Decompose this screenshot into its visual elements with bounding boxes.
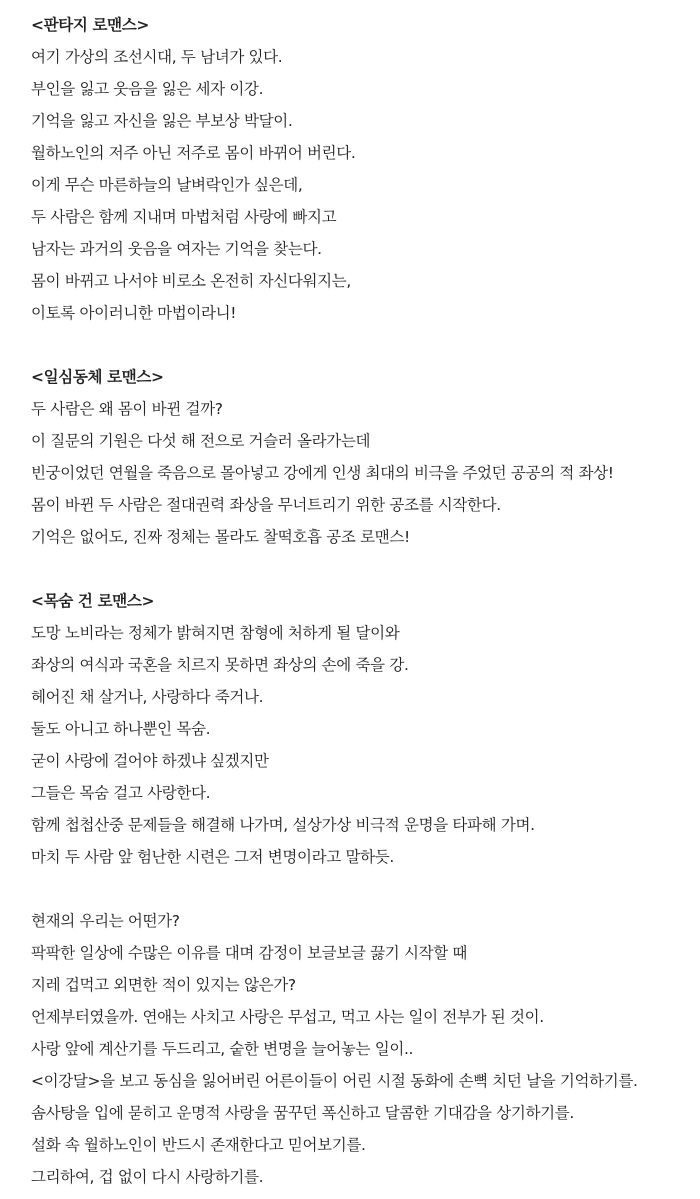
paragraph-line: 굳이 사랑에 걸어야 하겠냐 싶겠지만 (31, 752, 269, 770)
paragraph-line: 남자는 과거의 웃음을 여자는 기억을 찾는다. (31, 240, 322, 258)
paragraph-line: 여기 가상의 조선시대, 두 남녀가 있다. (31, 48, 283, 66)
paragraph-line: 그리하여, 겁 없이 다시 사랑하기를. (31, 1168, 264, 1186)
paragraph-line: 솜사탕을 입에 묻히고 운명적 사랑을 꿈꾸던 폭신하고 달콤한 기대감을 상기하기를. (31, 1104, 574, 1122)
section-heading: <일심동체 로맨스> (31, 368, 164, 386)
section-spacer (31, 329, 700, 361)
paragraph-line: 마치 두 사람 앞 험난한 시련은 그저 변명이라고 말하듯. (31, 848, 394, 866)
section-spacer (31, 873, 700, 905)
section-spacer (31, 553, 700, 585)
paragraph-line: 헤어진 채 살거나, 사랑하다 죽거나. (31, 688, 264, 706)
paragraph-line: 빈궁이었던 연월을 죽음으로 몰아넣고 강에게 인생 최대의 비극을 주었던 공공의 적 좌상! (31, 464, 614, 482)
paragraph-line: 기억은 없어도, 진짜 정체는 몰라도 찰떡호흡 공조 로맨스! (31, 528, 410, 546)
paragraph-line: 도망 노비라는 정체가 밝혀지면 참형에 처하게 될 달이와 (31, 624, 400, 642)
section-fantasy-romance (31, 9, 700, 329)
paragraph-line: <이강달>을 보고 동심을 잃어버린 어른이들이 어린 시절 동화에 손뼉 치던 날을 기억하기를. (31, 1072, 638, 1090)
paragraph-line: 지레 겁먹고 외면한 적이 있지는 않은가? (31, 976, 296, 994)
paragraph-line: 좌상의 여식과 국혼을 치르지 못하면 좌상의 손에 죽을 강. (31, 656, 409, 674)
paragraph-line: 몸이 바뀐 두 사람은 절대권력 좌상을 무너트리기 위한 공조를 시작한다. (31, 496, 501, 514)
paragraph-line: 함께 첩첩산중 문제들을 해결해 나가며, 설상가상 비극적 운명을 타파해 가며. (31, 816, 535, 834)
paragraph-line: 이게 무슨 마른하늘의 날벼락인가 싶은데, (31, 176, 303, 194)
paragraph-line: 언제부터였을까. 연애는 사치고 사랑은 무섭고, 먹고 사는 일이 전부가 된 것이. (31, 1008, 544, 1026)
paragraph-line: 두 사람은 왜 몸이 바뀐 걸까? (31, 400, 223, 418)
paragraph-line: 사랑 앞에 계산기를 두드리고, 숱한 변명을 늘어놓는 일이.. (31, 1040, 414, 1058)
paragraph-line: 팍팍한 일상에 수많은 이유를 대며 감정이 보글보글 끓기 시작할 때 (31, 944, 468, 962)
paragraph-line: 이토록 아이러니한 마법이라니! (31, 304, 237, 322)
paragraph-line: 그들은 목숨 걸고 사랑한다. (31, 784, 211, 802)
paragraph-line: 부인을 잃고 웃음을 잃은 세자 이강. (31, 80, 264, 98)
top-spacer (31, 0, 700, 9)
paragraph-line: 이 질문의 기원은 다섯 해 전으로 거슬러 올라가는데 (31, 432, 371, 450)
paragraph-line: 몸이 바뀌고 나서야 비로소 온전히 자신다워지는, (31, 272, 351, 290)
paragraph-line: 두 사람은 함께 지내며 마법처럼 사랑에 빠지고 (31, 208, 337, 226)
section-heading: <판타지 로맨스> (31, 16, 150, 34)
paragraph-line: 설화 속 월하노인이 반드시 존재한다고 믿어보기를. (31, 1136, 366, 1154)
paragraph-line: 기억을 잃고 자신을 잃은 부보상 박달이. (31, 112, 293, 130)
section-life-risking-romance (31, 585, 700, 873)
section-heading: <목숨 건 로맨스> (31, 592, 155, 610)
section-one-body-romance (31, 361, 700, 553)
section-closing (31, 905, 700, 1193)
paragraph-line: 월하노인의 저주 아닌 저주로 몸이 바뀌어 버린다. (31, 144, 356, 162)
paragraph-line: 둘도 아니고 하나뿐인 목숨. (31, 720, 211, 738)
paragraph-line: 현재의 우리는 어떤가? (31, 912, 180, 930)
